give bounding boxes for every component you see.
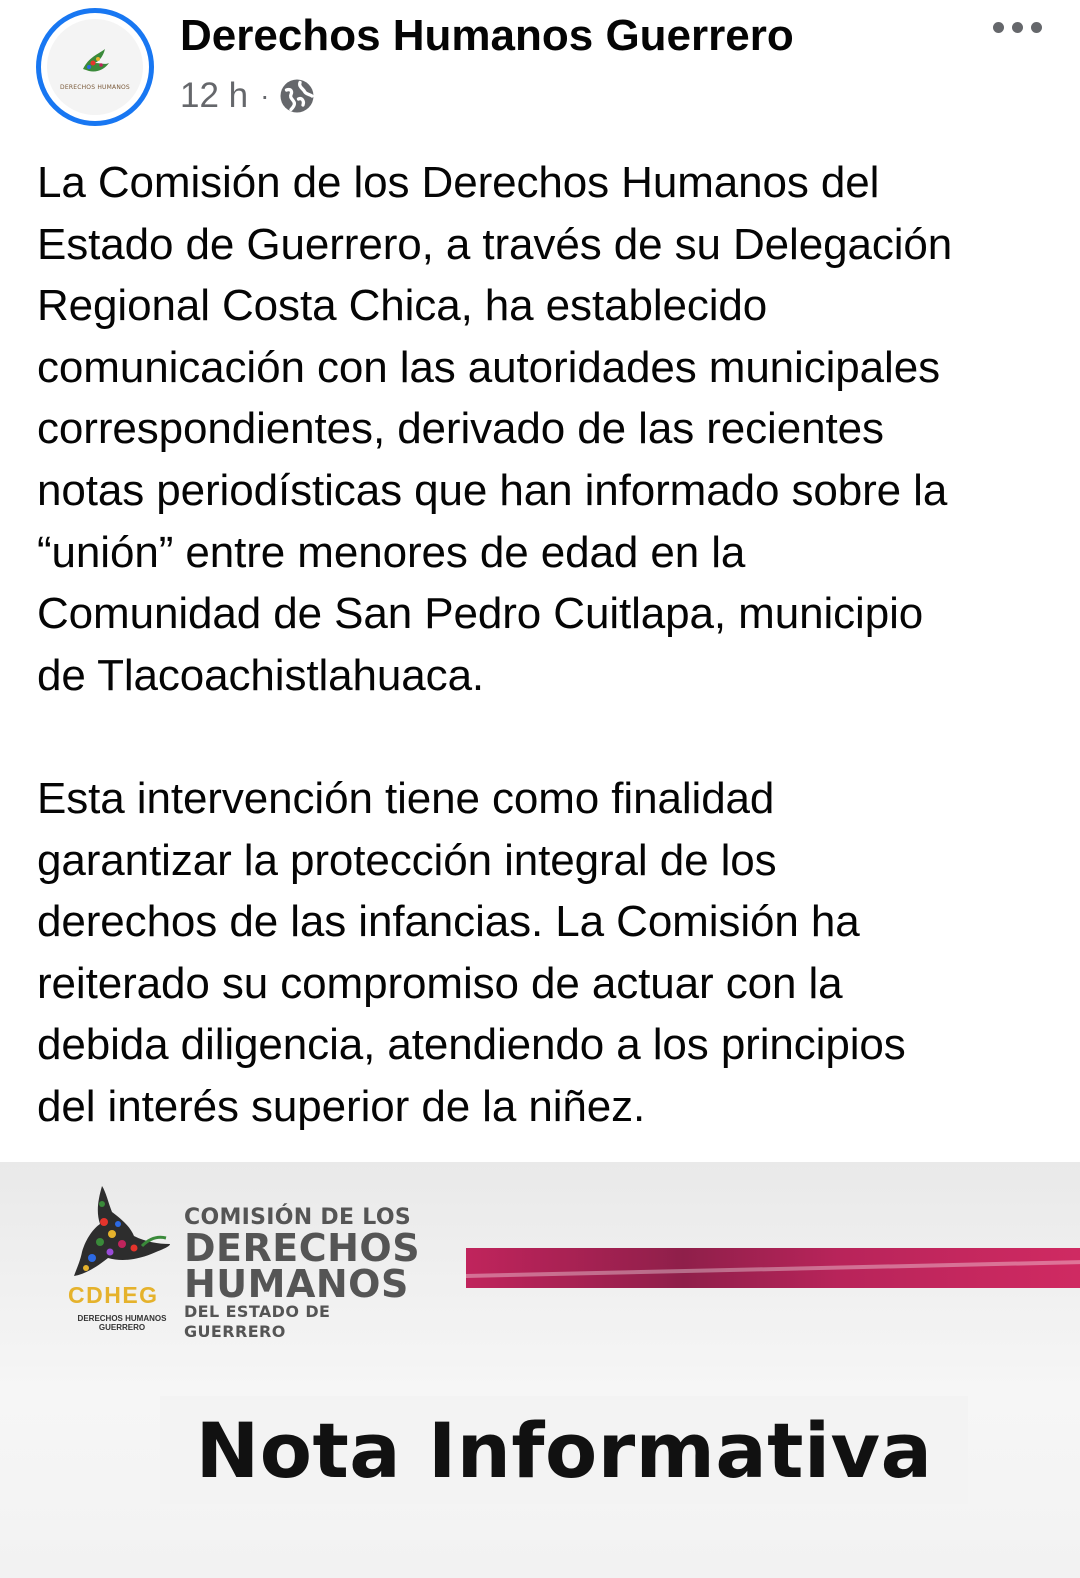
- post-body: [37, 152, 1047, 1138]
- globe-icon: [279, 78, 315, 114]
- post-timestamp[interactable]: 12 h: [180, 76, 249, 115]
- avatar-logo: [47, 19, 143, 115]
- meta-separator: ·: [260, 80, 270, 111]
- post-image[interactable]: [0, 1162, 1080, 1578]
- note-title: Nota Informativa: [195, 1405, 933, 1495]
- logo-acronym-subtitle: DERECHOS HUMANOS GUERRERO: [77, 1314, 167, 1332]
- post-paragraph: La Comisión de los Derechos Humanos del Estado de Guerrero, a través de su Delegación Regional Costa Chica, ha establecido comunicación con las autoridades municipales correspondientes, derivado de las recientes notas periodísticas que han informado sobre la “unión” entre menores de edad en la Comunidad de San Pedro Cuitlapa, municipio de Tlacoachistlahuaca.: [37, 158, 953, 700]
- logo-wordmark: [184, 1206, 426, 1342]
- page-name[interactable]: Derechos Humanos Guerrero: [180, 11, 794, 60]
- logo-acronym: CDHEG: [68, 1282, 159, 1308]
- note-banner: [160, 1396, 968, 1504]
- logo-line-1: COMISIÓN DE LOS: [184, 1205, 411, 1230]
- post-paragraph: Esta intervención tiene como finalidad garantizar la protección integral de los derechos de las infancias. La Comisión ha reiterado su compromiso de actuar con la debida diligencia, atendiendo a los principios del interés superior de la niñez.: [37, 773, 906, 1131]
- more-dot: [1012, 22, 1023, 33]
- post-meta: [180, 74, 315, 118]
- logo-line-3: HUMANOS: [184, 1262, 409, 1306]
- more-dot: [993, 22, 1004, 33]
- more-dot: [1031, 22, 1042, 33]
- page-avatar[interactable]: [36, 8, 154, 126]
- logo-line-4: DEL ESTADO DE GUERRERO: [184, 1302, 331, 1341]
- logo-line-2: DERECHOS: [184, 1226, 421, 1270]
- avatar-caption: DERECHOS HUMANOS: [60, 84, 130, 91]
- more-options-icon[interactable]: [993, 22, 1042, 33]
- decorative-stripe: [466, 1248, 1080, 1288]
- cdheg-logo: [66, 1182, 426, 1352]
- post-header: [0, 0, 1080, 140]
- dove-logo-icon: [75, 43, 115, 83]
- dove-icon: [72, 1182, 172, 1286]
